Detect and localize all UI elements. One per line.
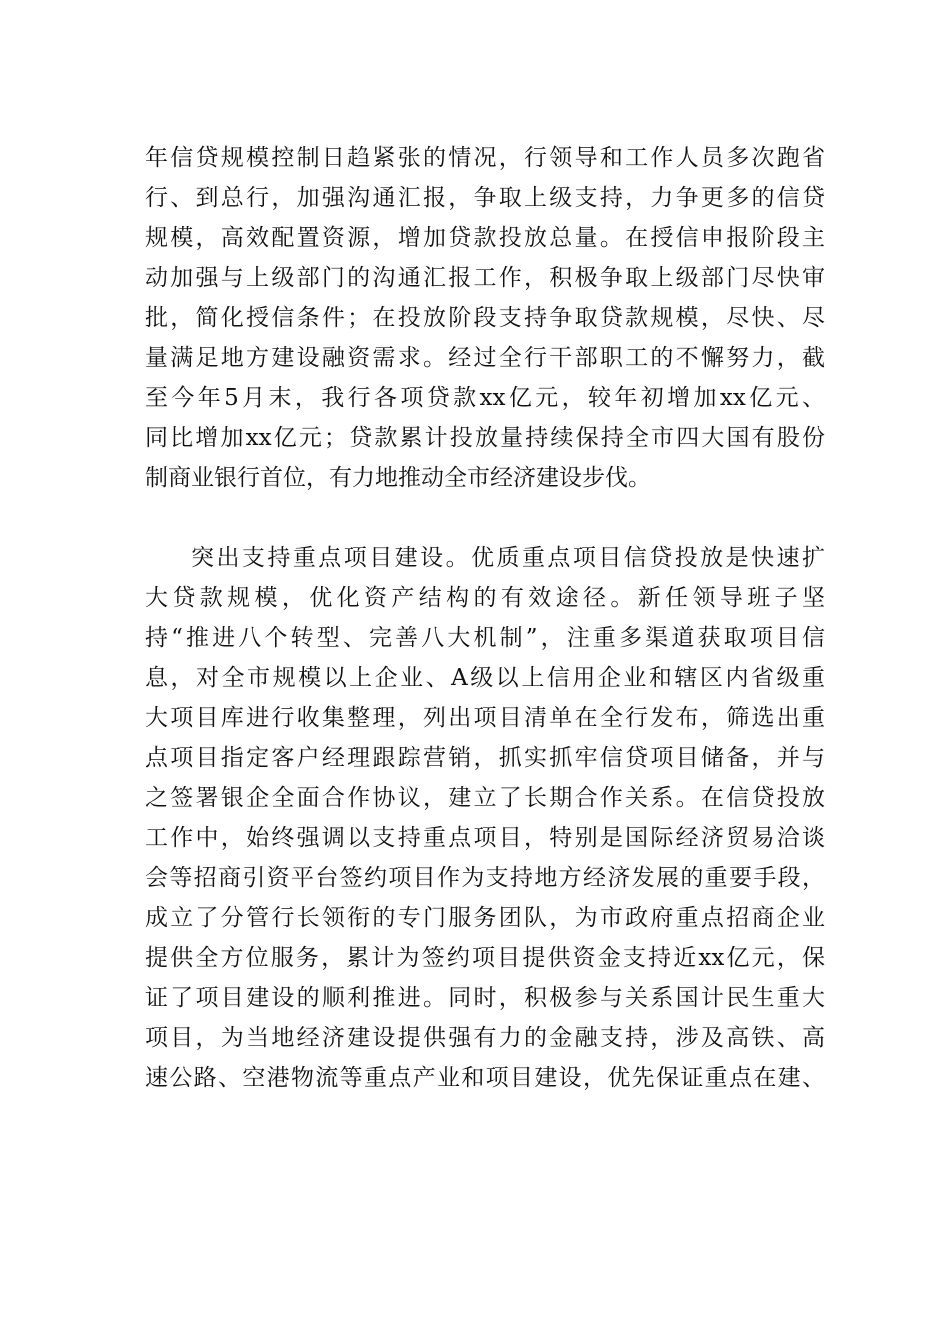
paragraph-2-line: 速公路、空港物流等重点产业和项目建设，优先保证重点在建、 bbox=[145, 1065, 825, 1091]
paragraph-2-line: 大贷款规模，优化资产结构的有效途径。新任领导班子坚 bbox=[145, 585, 825, 611]
paragraph-1-line: 量满足地方建设融资需求。经过全行干部职工的不懈努力，截 bbox=[145, 345, 825, 371]
paragraph-1-line: 批，简化授信条件；在投放阶段支持争取贷款规模，尽快、尽 bbox=[145, 305, 825, 331]
paragraph-2-line: 成立了分管行长领衔的专门服务团队，为市政府重点招商企业 bbox=[145, 905, 825, 931]
paragraph-2-line: 工作中，始终强调以支持重点项目，特别是国际经济贸易洽谈 bbox=[145, 825, 825, 851]
paragraph-2-line: 点项目指定客户经理跟踪营销，抓实抓牢信贷项目储备，并与 bbox=[145, 745, 825, 771]
paragraph-2-line: 息，对全市规模以上企业、A级以上信用企业和辖区内省级重 bbox=[145, 665, 825, 691]
paragraph-1-line: 至今年5月末，我行各项贷款xx亿元，较年初增加xx亿元、 bbox=[145, 385, 825, 411]
paragraph-1-line: 动加强与上级部门的沟通汇报工作，积极争取上级部门尽快审 bbox=[145, 265, 825, 291]
paragraph-2-line: 大项目库进行收集整理，列出项目清单在全行发布，筛选出重 bbox=[145, 705, 825, 731]
paragraph-1-line: 规模，高效配置资源，增加贷款投放总量。在授信申报阶段主 bbox=[145, 225, 825, 251]
paragraph-2-line: 提供全方位服务，累计为签约项目提供资金支持近xx亿元，保 bbox=[145, 945, 825, 971]
paragraph-2-line: 持“推进八个转型、完善八大机制”，注重多渠道获取项目信 bbox=[145, 625, 825, 651]
paragraph-2-line: 项目，为当地经济建设提供强有力的金融支持，涉及高铁、高 bbox=[145, 1025, 825, 1051]
paragraph-2-line: 会等招商引资平台签约项目作为支持地方经济发展的重要手段， bbox=[145, 865, 825, 891]
paragraph-1-line: 同比增加xx亿元；贷款累计投放量持续保持全市四大国有股份 bbox=[145, 425, 825, 451]
paragraph-2-line: 证了项目建设的顺利推进。同时，积极参与关系国计民生重大 bbox=[145, 985, 825, 1011]
paragraph-2-line: 突出支持重点项目建设。优质重点项目信贷投放是快速扩 bbox=[191, 545, 825, 571]
paragraph-1-line: 行、到总行，加强沟通汇报，争取上级支持，力争更多的信贷 bbox=[145, 185, 825, 211]
paragraph-1-line: 年信贷规模控制日趋紧张的情况，行领导和工作人员多次跑省 bbox=[145, 145, 825, 171]
paragraph-2-line: 之签署银企全面合作协议，建立了长期合作关系。在信贷投放 bbox=[145, 785, 825, 811]
paragraph-1-line: 制商业银行首位，有力地推动全市经济建设步伐。 bbox=[145, 465, 651, 491]
